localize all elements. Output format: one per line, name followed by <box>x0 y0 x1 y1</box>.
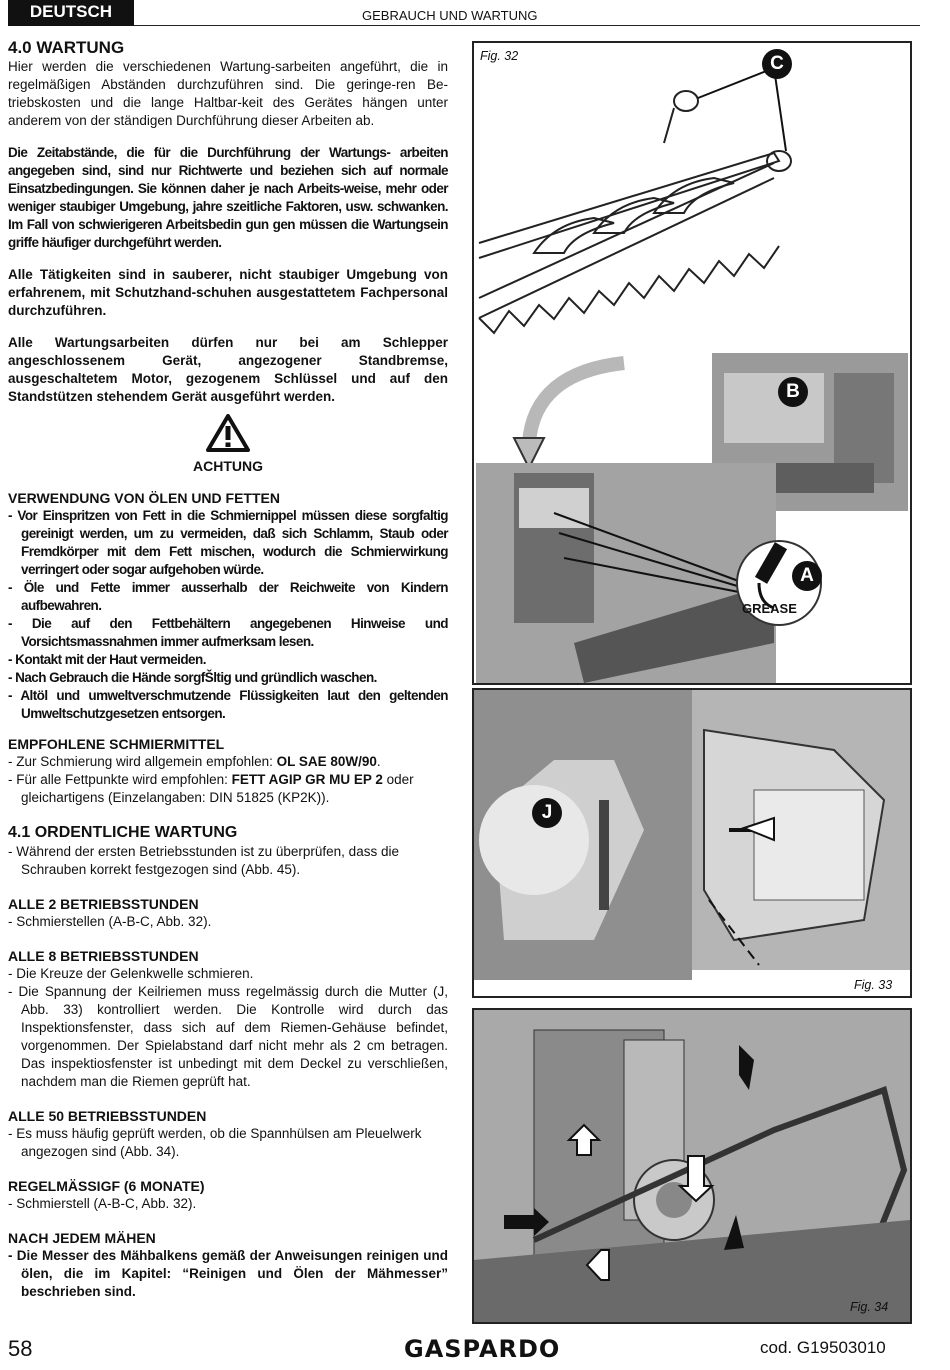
list-item: - Die Kreuze der Gelenkwelle schmieren. <box>8 966 254 981</box>
language-tab: DEUTSCH <box>8 0 134 26</box>
list-item: - Vor Einspritzen von Fett in die Schmiernippel müssen diese sorgfaltig gereinigt werden, um zu vermeiden, daß sich Schlamm, Staub oder Fremdkörper mit dem Fett mischen, wodurch die Schmierwirkung verringert oder sogar aufgehoben würde. <box>8 508 448 577</box>
figure-32 <box>472 41 912 685</box>
label-a-badge: A <box>792 561 822 591</box>
document-code: cod. G19503010 <box>760 1338 886 1357</box>
intervals-paragraph: Die Zeitabstände, die für die Durchführung der Wartungs- arbeiten angegeben sind, sind nur Richtwerte und beziehen sich auf normale Einsatzbedingungen. Sie können daher je nach Arbeits-weise, mehr oder weniger staubiger Umgebung, jahre szeitliche Faktoren, usw. schwanken. Im Fall von schwierigeren Arbeitsbedin gun gen müssen die Wartungsein griffe häufiger durchgeführt werden. <box>8 145 448 250</box>
figure-33 <box>472 688 912 998</box>
intro-paragraph: Hier werden die verschiedenen Wartung-sarbeiten angeführt, die in regelmäßigen Abständen durchzuführen sind. Die geringe-ren Be-triebskosten und die lange Haltbar-keit des Gerätes hängen unter anderem von der ständigen Durchführung dieser Arbeiten ab. <box>8 59 448 128</box>
cutter-bar-illustration <box>474 43 910 683</box>
every-50-title: ALLE 50 BETRIEBSSTUNDEN <box>8 1108 207 1124</box>
grease-label: GREASE <box>742 601 797 616</box>
connecting-rod-photo <box>474 1010 910 1322</box>
lubricant-item-grease: - Für alle Fettpunkte wird empfohlen: FETT AGIP GR MU EP 2 oder gleichartigens (Einzelangaben: DIN 51825 (KP2K)). <box>8 772 414 805</box>
section-title: GEBRAUCH UND WARTUNG <box>362 8 538 23</box>
ordinary-item: - Während der ersten Betriebsstunden ist zu überprüfen, dass die Schrauben korrekt festgezogen sind (Abb. 45). <box>8 844 399 877</box>
label-b-badge: B <box>778 377 808 407</box>
lubricant-item-oil: - Zur Schmierung wird allgemein empfohlen: OL SAE 80W/90. <box>8 754 381 769</box>
label-j-badge: J <box>532 798 562 828</box>
list-item: - Öle und Fette immer ausserhalb der Reichweite von Kindern aufbewahren. <box>8 580 448 613</box>
text-column <box>8 38 448 1301</box>
warning-block <box>8 414 448 475</box>
safety-paragraph: Alle Wartungsarbeiten dürfen nur bei am Schlepper angeschlossenem Gerät, angezogener Standbremse, ausgeschaltetem Motor, gezogenem Schlüssel und auf den Standstützen stehendem Gerät ausgeführt werden. <box>8 335 448 404</box>
belt-tension-photo <box>474 690 910 996</box>
page-number: 58 <box>8 1336 33 1361</box>
list-item: - Es muss häufig geprüft werden, ob die Spannhülsen am Pleuelwerk angezogen sind (Abb. 34). <box>8 1126 422 1159</box>
every-2-title: ALLE 2 BETRIEBSSTUNDEN <box>8 896 199 912</box>
brand-logo: GASPARDO <box>404 1335 561 1363</box>
list-item: - Altöl und umweltverschmutzende Flüssigkeiten laut den geltenden Umweltschutzgesetzen entsorgen. <box>8 688 448 721</box>
list-item: - Die Messer des Mähbalkens gemäß der Anweisungen reinigen und ölen, die im Kapitel: “Reinigen und Ölen der Mähmesser” beschrieben sind. <box>8 1248 448 1299</box>
every-8-title: ALLE 8 BETRIEBSSTUNDEN <box>8 948 199 964</box>
figure-32-caption: Fig. 32 <box>480 49 519 63</box>
warning-triangle-icon <box>206 414 250 452</box>
list-item: - Schmierstellen (A-B-C, Abb. 32). <box>8 914 212 929</box>
clean-environment-paragraph: Alle Tätigkeiten sind in sauberer, nicht staubiger Umgebung von erfahrenem, mit Schutzhand-schuhen ausgestattetem Fachpersonal durchzuführen. <box>8 267 448 318</box>
figure-34 <box>472 1008 912 1324</box>
figure-33-caption: Fig. 33 <box>854 978 893 992</box>
list-item: - Nach Gebrauch die Hände sorgfŠltig und gründlich waschen. <box>8 670 377 685</box>
figure-34-caption: Fig. 34 <box>850 1300 889 1314</box>
header-rule <box>134 25 920 26</box>
warning-label: ACHTUNG <box>193 458 263 474</box>
list-item: - Schmierstell (A-B-C, Abb. 32). <box>8 1196 197 1211</box>
oils-list <box>8 507 448 723</box>
heading-4-1: 4.1 ORDENTLICHE WARTUNG <box>8 824 238 841</box>
list-item: - Kontakt mit der Haut vermeiden. <box>8 652 206 667</box>
heading-4-0: 4.0 WARTUNG <box>8 38 125 57</box>
lubricants-title: EMPFOHLENE SCHMIERMITTEL <box>8 736 225 752</box>
label-c-badge: C <box>762 49 792 79</box>
after-mow-title: NACH JEDEM MÄHEN <box>8 1230 156 1246</box>
periodic-title: REGELMÄSSIGF (6 MONATE) <box>8 1178 205 1194</box>
list-item: - Die Spannung der Keilriemen muss regelmässig durch die Mutter (J, Abb. 33) kontrolliert werden. Die Kontrolle wird durch das Inspektionsfenster, dass sich auf dem Riemen-Gehäuse befindet, vorgenommen. Der Spielabstand darf nicht mehr als 2 cm betragen. Das inspektiosfenster ist unbedingt mit dem Deckel zu verschließen, nachdem man die Riemen geprüft hat. <box>8 984 448 1089</box>
oils-title: VERWENDUNG VON ÖLEN UND FETTEN <box>8 490 280 506</box>
list-item: - Die auf den Fettbehältern angegebenen Hinweise und Vorsichtsmassnahmen immer aufmerksam lesen. <box>8 616 448 649</box>
